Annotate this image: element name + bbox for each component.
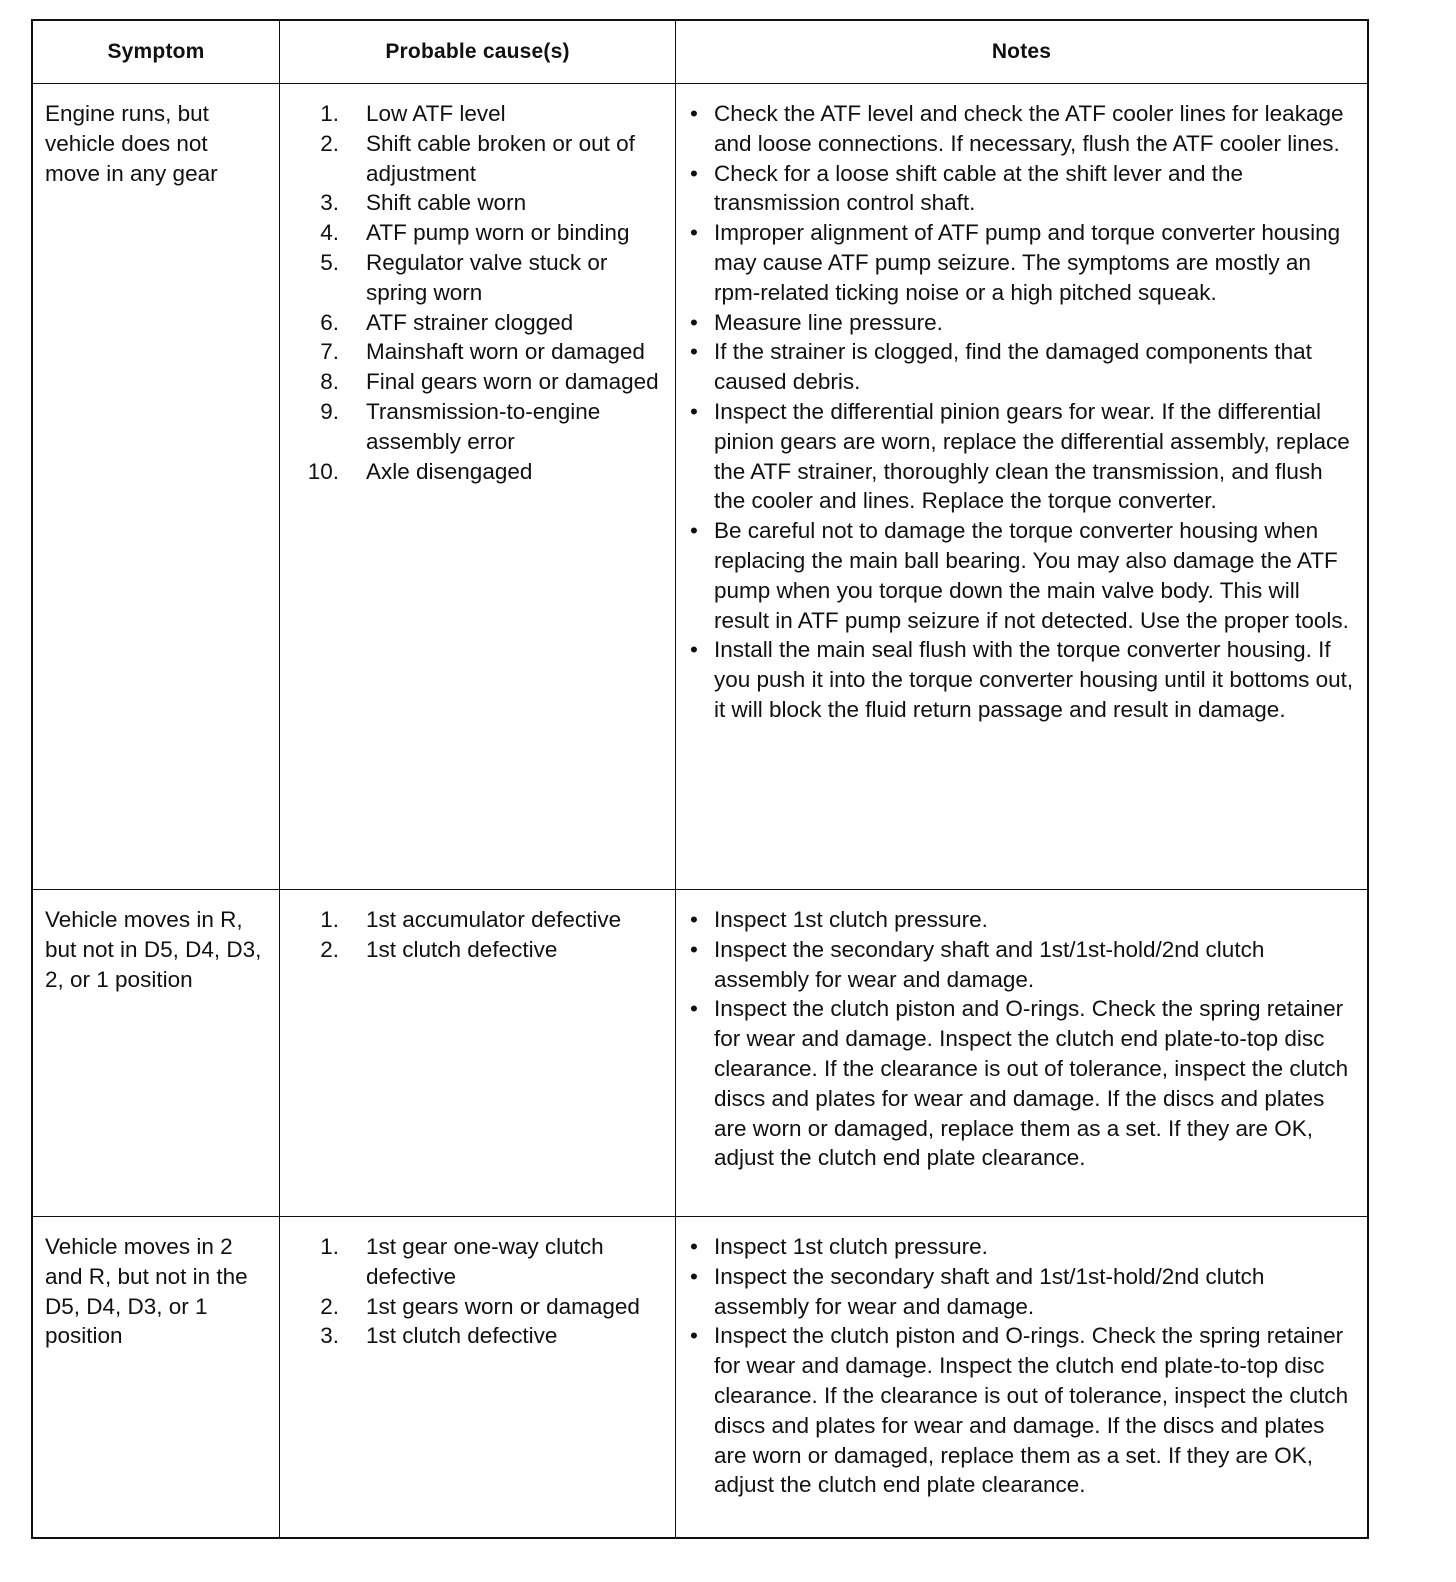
note-item: • Check the ATF level and check the ATF cooler lines for leakage and loose connections. If necessary, flush the ATF cooler lines.	[690, 101, 1344, 156]
header-symptom: Symptom	[33, 21, 280, 84]
note-item: • Inspect the secondary shaft and 1st/1st-hold/2nd clutch assembly for wear and damage.	[690, 1263, 1265, 1319]
note-item: • Inspect 1st clutch pressure.	[690, 1234, 988, 1259]
note-item: • If the strainer is clogged, find the damaged components that caused debris.	[690, 339, 1312, 395]
note-item: • Inspect the clutch piston and O-rings. Check the spring retainer for wear and damage. Inspect the clutch end plate-to-top disc clearance. If the clearance is out of tolerance, inspect the clutch discs and plates for wear and damage. If the discs and plates are worn or damaged, replace them as a set. If they are OK, adjust the clutch end plate clearance.	[690, 996, 1349, 1171]
row-3-symptom: Vehicle moves in 2 and R, but not in the D5, D4, D3, or 1 position	[33, 1217, 280, 1537]
cause-item: 6. ATF strainer clogged	[320, 309, 574, 335]
row-3-notes	[676, 1217, 1367, 1537]
note-item: • Inspect 1st clutch pressure.	[690, 907, 988, 932]
note-item: • Inspect the secondary shaft and 1st/1st-hold/2nd clutch assembly for wear and damage.	[690, 936, 1265, 992]
cause-item: 7. Mainshaft worn or damaged	[320, 339, 645, 365]
cause-item: 2. Shift cable broken or out of adjustment	[320, 130, 635, 186]
note-item: • Inspect the clutch piston and O-rings. Check the spring retainer for wear and damage. Inspect the clutch end plate-to-top disc clearance. If the clearance is out of tolerance, inspect the clutch discs and plates for wear and damage. If the discs and plates are worn or damaged, replace them as a set. If they are OK, adjust the clutch end plate clearance.	[690, 1323, 1349, 1498]
cause-item: 1. 1st gear one-way clutch defective	[320, 1234, 604, 1289]
cause-item: 9. Transmission-to-engine assembly error	[320, 398, 601, 454]
cause-item: 5. Regulator valve stuck or spring worn	[320, 249, 608, 305]
note-item: • Inspect the differential pinion gears for wear. If the differential pinion gears are worn, replace the differential assembly, replace the ATF strainer, thoroughly clean the transmission, and flush the cooler and lines. Replace the torque converter.	[690, 398, 1350, 514]
row-2-causes	[280, 890, 676, 1217]
cause-item: 3. 1st clutch defective	[320, 1323, 558, 1349]
cause-item: 10. Axle disengaged	[307, 458, 533, 484]
note-item: • Check for a loose shift cable at the shift lever and the transmission control shaft.	[690, 160, 1244, 216]
row-1-causes	[280, 84, 676, 890]
note-item: • Be careful not to damage the torque converter housing when replacing the main ball bearing. You may also damage the ATF pump when you torque down the main valve body. This will result in ATF pump seizure if not detected. Use the proper tools.	[690, 518, 1349, 633]
note-item: • Measure line pressure.	[690, 309, 943, 335]
cause-item: 2. 1st gears worn or damaged	[320, 1293, 640, 1319]
cause-item: 1. Low ATF level	[320, 101, 506, 126]
header-notes: Notes	[676, 21, 1367, 84]
cause-item: 8. Final gears worn or damaged	[320, 369, 659, 395]
row-3-causes	[280, 1217, 676, 1537]
row-2-symptom: Vehicle moves in R, but not in D5, D4, D3, 2, or 1 position	[33, 890, 280, 1217]
table-grid	[33, 21, 1367, 1537]
row-1-notes	[676, 84, 1367, 890]
cause-item: 1. 1st accumulator defective	[320, 907, 622, 932]
row-1-symptom: Engine runs, but vehicle does not move in any gear	[33, 84, 280, 890]
note-item: • Improper alignment of ATF pump and torque converter housing may cause ATF pump seizure. The symptoms are mostly an rpm-related ticking noise or a high pitched squeak.	[690, 220, 1341, 305]
header-probable-causes: Probable cause(s)	[280, 21, 676, 84]
cause-item: 4. ATF pump worn or binding	[320, 220, 630, 246]
cause-item: 3. Shift cable worn	[320, 190, 527, 216]
cause-item: 2. 1st clutch defective	[320, 936, 558, 962]
note-item: • Install the main seal flush with the torque converter housing. If you push it into the torque converter housing until it bottoms out, it will block the fluid return passage and result in damage.	[690, 637, 1354, 722]
troubleshooting-table	[31, 19, 1369, 1539]
row-2-notes	[676, 890, 1367, 1217]
